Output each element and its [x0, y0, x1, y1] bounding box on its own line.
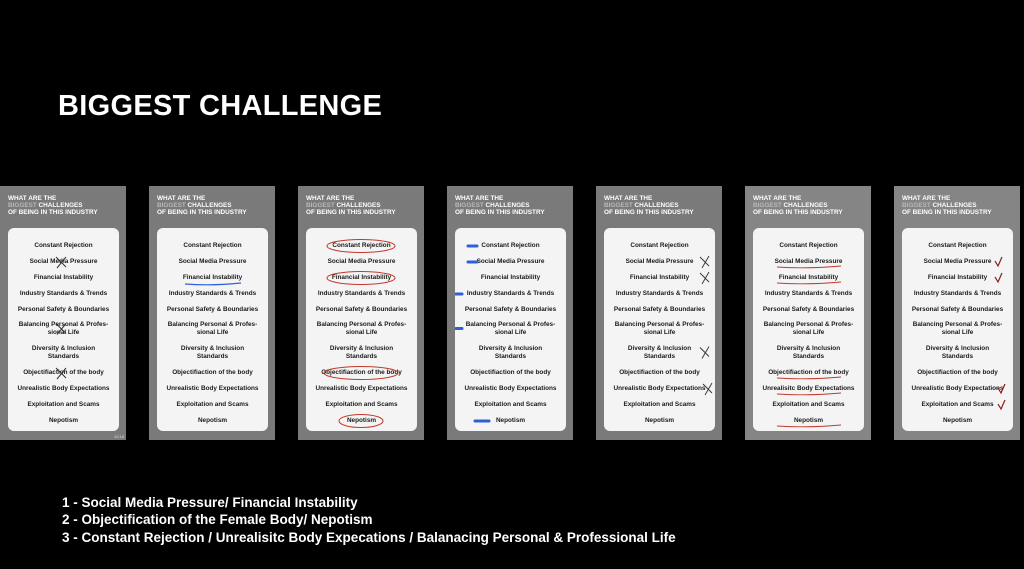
challenge-item: Financial Instability — [629, 274, 690, 281]
card-heading-rest: CHALLENGES — [781, 202, 828, 209]
card-heading-line-3: OF BEING IN THIS INDUSTRY — [157, 209, 247, 216]
challenge-item: Balancing Personal & Profes- sional Life — [912, 321, 1003, 336]
challenge-list — [8, 228, 119, 431]
challenge-item: Social Media Pressure — [923, 258, 992, 265]
challenge-item: Constant Rejection — [34, 242, 93, 249]
challenge-item: Industry Standards & Trends — [19, 290, 108, 297]
underline-mark — [777, 377, 841, 379]
underline-mark — [777, 393, 841, 395]
card-heading-rest: CHALLENGES — [483, 202, 530, 209]
card-heading-line-2 — [306, 202, 424, 209]
challenge-item: Diversity & Inclusion Standards — [776, 345, 841, 360]
summary-line-3: 3 - Constant Rejection / Unrealisitc Body Expecations / Balanacing Personal & Professional Life — [62, 529, 676, 545]
challenge-item: Exploitation and Scams — [176, 401, 249, 408]
challenge-item: Diversity & Inclusion Standards — [329, 345, 394, 360]
card-heading-line-2 — [157, 202, 275, 209]
challenge-item: Objectifiaction of the body — [321, 369, 402, 376]
challenge-card-7 — [894, 186, 1020, 440]
challenge-item: Objectifiaction of the body — [619, 369, 700, 376]
challenge-item: Diversity & Inclusion Standards — [627, 345, 692, 360]
challenge-item: Balancing Personal & Profes- sional Life — [316, 321, 407, 336]
challenge-item: Social Media Pressure — [625, 258, 694, 265]
challenge-item: Unrealistic Body Expectations — [17, 385, 110, 392]
card-heading-line-3: OF BEING IN THIS INDUSTRY — [604, 209, 694, 216]
card-heading-highlight: BIGGEST — [306, 202, 335, 209]
challenge-item: Personal Safety & Boundaries — [911, 306, 1004, 313]
challenge-item: Balancing Personal & Profes- sional Life — [763, 321, 854, 336]
challenge-item: Social Media Pressure — [29, 258, 98, 265]
card-heading-rest: CHALLENGES — [36, 202, 83, 209]
challenge-item: Nepotism — [644, 417, 675, 424]
card-heading-highlight: BIGGEST — [8, 202, 37, 209]
challenge-item: Constant Rejection — [630, 242, 689, 249]
card-heading-line-2 — [455, 202, 573, 209]
challenge-item: Diversity & Inclusion Standards — [31, 345, 96, 360]
page-title: BIGGEST CHALLENGE — [58, 90, 383, 122]
challenge-item: Personal Safety & Boundaries — [166, 306, 259, 313]
challenge-item: Personal Safety & Boundaries — [613, 306, 706, 313]
challenge-item: Social Media Pressure — [327, 258, 396, 265]
challenge-item: Objectifiaction of the body — [23, 369, 104, 376]
challenge-item: Nepotism — [197, 417, 228, 424]
challenge-item: Personal Safety & Boundaries — [17, 306, 110, 313]
card-heading-line-1: WHAT ARE THE — [8, 195, 57, 202]
challenge-card-5 — [596, 186, 722, 440]
challenge-list — [157, 228, 268, 431]
challenge-item: Industry Standards & Trends — [764, 290, 853, 297]
challenge-item: Unrealistic Body Expectations — [315, 385, 408, 392]
card-heading — [306, 195, 424, 216]
underline-mark — [777, 282, 841, 284]
challenge-list — [604, 228, 715, 431]
challenge-item: Constant Rejection — [928, 242, 987, 249]
challenge-item: Social Media Pressure — [178, 258, 247, 265]
challenge-item: Unrealistic Body Expectations — [911, 385, 1004, 392]
summary-line-2: 2 - Objectification of the Female Body/ Nepotism — [62, 512, 373, 528]
challenge-item: Nepotism — [48, 417, 79, 424]
card-heading-line-3: OF BEING IN THIS INDUSTRY — [8, 209, 98, 216]
summary-line-1: 1 - Social Media Pressure/ Financial Instability — [62, 495, 358, 510]
challenge-card-1 — [0, 186, 126, 440]
challenge-item: Exploitation and Scams — [474, 401, 547, 408]
challenge-item: Financial Instability — [778, 274, 839, 281]
challenge-item: Unrealistic Body Expectations — [166, 385, 259, 392]
card-heading — [902, 195, 1020, 216]
challenge-item: Industry Standards & Trends — [913, 290, 1002, 297]
card-heading-line-1: WHAT ARE THE — [604, 195, 653, 202]
card-heading-rest: CHALLENGES — [185, 202, 232, 209]
challenge-item: Objectifiaction of the body — [917, 369, 998, 376]
challenge-item: Diversity & Inclusion Standards — [478, 345, 543, 360]
challenge-item: Nepotism — [346, 417, 377, 424]
challenge-item: Personal Safety & Boundaries — [464, 306, 557, 313]
card-heading-line-2 — [902, 202, 1020, 209]
challenge-item: Industry Standards & Trends — [466, 290, 555, 297]
challenge-list — [753, 228, 864, 431]
summary-list — [62, 494, 676, 546]
challenge-item: Personal Safety & Boundaries — [762, 306, 855, 313]
challenge-item: Balancing Personal & Profes- sional Life — [167, 321, 258, 336]
timestamp: 10:18 — [113, 434, 124, 439]
card-heading-highlight: BIGGEST — [902, 202, 931, 209]
challenge-list — [902, 228, 1013, 431]
challenge-item: Nepotism — [793, 417, 824, 424]
card-heading — [8, 195, 126, 216]
challenge-item: Social Media Pressure — [476, 258, 545, 265]
challenge-item: Diversity & Inclusion Standards — [180, 345, 245, 360]
challenge-item: Exploitation and Scams — [623, 401, 696, 408]
card-heading-line-2 — [753, 202, 871, 209]
challenge-item: Industry Standards & Trends — [615, 290, 704, 297]
challenge-item: Financial Instability — [480, 274, 541, 281]
challenge-item: Financial Instability — [182, 274, 243, 281]
challenge-item: Unrealistic Body Expectations — [464, 385, 557, 392]
underline-mark — [777, 425, 841, 427]
challenge-item: Industry Standards & Trends — [168, 290, 257, 297]
underline-mark — [777, 266, 841, 268]
card-heading-highlight: BIGGEST — [157, 202, 186, 209]
challenge-item: Exploitation and Scams — [27, 401, 100, 408]
card-heading-line-2 — [8, 202, 126, 209]
challenge-item: Objectifiaction of the body — [172, 369, 253, 376]
card-heading-highlight: BIGGEST — [753, 202, 782, 209]
challenge-list — [455, 228, 566, 431]
challenge-item: Exploitation and Scams — [921, 401, 994, 408]
card-heading-line-3: OF BEING IN THIS INDUSTRY — [753, 209, 843, 216]
card-heading-highlight: BIGGEST — [455, 202, 484, 209]
challenge-item: Social Media Pressure — [774, 258, 843, 265]
challenge-item: Financial Instability — [33, 274, 94, 281]
card-heading-line-1: WHAT ARE THE — [455, 195, 504, 202]
card-heading — [455, 195, 573, 216]
card-heading-line-2 — [604, 202, 722, 209]
card-heading-line-1: WHAT ARE THE — [902, 195, 951, 202]
challenge-item: Unrealisitc Body Expectations — [762, 385, 855, 392]
challenge-item: Balancing Personal & Profes- sional Life — [18, 321, 109, 336]
card-heading — [604, 195, 722, 216]
challenge-item: Constant Rejection — [779, 242, 838, 249]
challenge-item: Objectifiaction of the body — [470, 369, 551, 376]
card-heading-line-3: OF BEING IN THIS INDUSTRY — [455, 209, 545, 216]
challenge-item: Constant Rejection — [332, 242, 391, 249]
challenge-item: Nepotism — [495, 417, 526, 424]
challenge-item: Diversity & Inclusion Standards — [925, 345, 990, 360]
underline-mark — [185, 283, 241, 285]
challenge-item: Financial Instability — [927, 274, 988, 281]
challenge-card-6 — [745, 186, 871, 440]
card-heading-line-1: WHAT ARE THE — [306, 195, 355, 202]
challenge-item: Balancing Personal & Profes- sional Life — [614, 321, 705, 336]
challenge-card-3 — [298, 186, 424, 440]
challenge-card-4 — [447, 186, 573, 440]
card-heading — [157, 195, 275, 216]
challenge-item: Nepotism — [942, 417, 973, 424]
card-heading-line-3: OF BEING IN THIS INDUSTRY — [902, 209, 992, 216]
challenge-item: Constant Rejection — [481, 242, 540, 249]
challenge-item: Financial Instability — [331, 274, 392, 281]
challenge-card-2 — [149, 186, 275, 440]
card-heading — [753, 195, 871, 216]
card-heading-rest: CHALLENGES — [930, 202, 977, 209]
challenge-item: Personal Safety & Boundaries — [315, 306, 408, 313]
challenge-item: Unrealistic Body Expectations — [613, 385, 706, 392]
card-heading-rest: CHALLENGES — [632, 202, 679, 209]
challenge-item: Exploitation and Scams — [325, 401, 398, 408]
challenge-list — [306, 228, 417, 431]
challenge-item: Industry Standards & Trends — [317, 290, 406, 297]
card-heading-line-1: WHAT ARE THE — [753, 195, 802, 202]
card-heading-highlight: BIGGEST — [604, 202, 633, 209]
card-heading-rest: CHALLENGES — [334, 202, 381, 209]
card-heading-line-3: OF BEING IN THIS INDUSTRY — [306, 209, 396, 216]
challenge-item: Objectifiaction of the body — [768, 369, 849, 376]
challenge-item: Exploitation and Scams — [772, 401, 845, 408]
challenge-item: Constant Rejection — [183, 242, 242, 249]
card-heading-line-1: WHAT ARE THE — [157, 195, 206, 202]
challenge-item: Balancing Personal & Profes- sional Life — [465, 321, 556, 336]
